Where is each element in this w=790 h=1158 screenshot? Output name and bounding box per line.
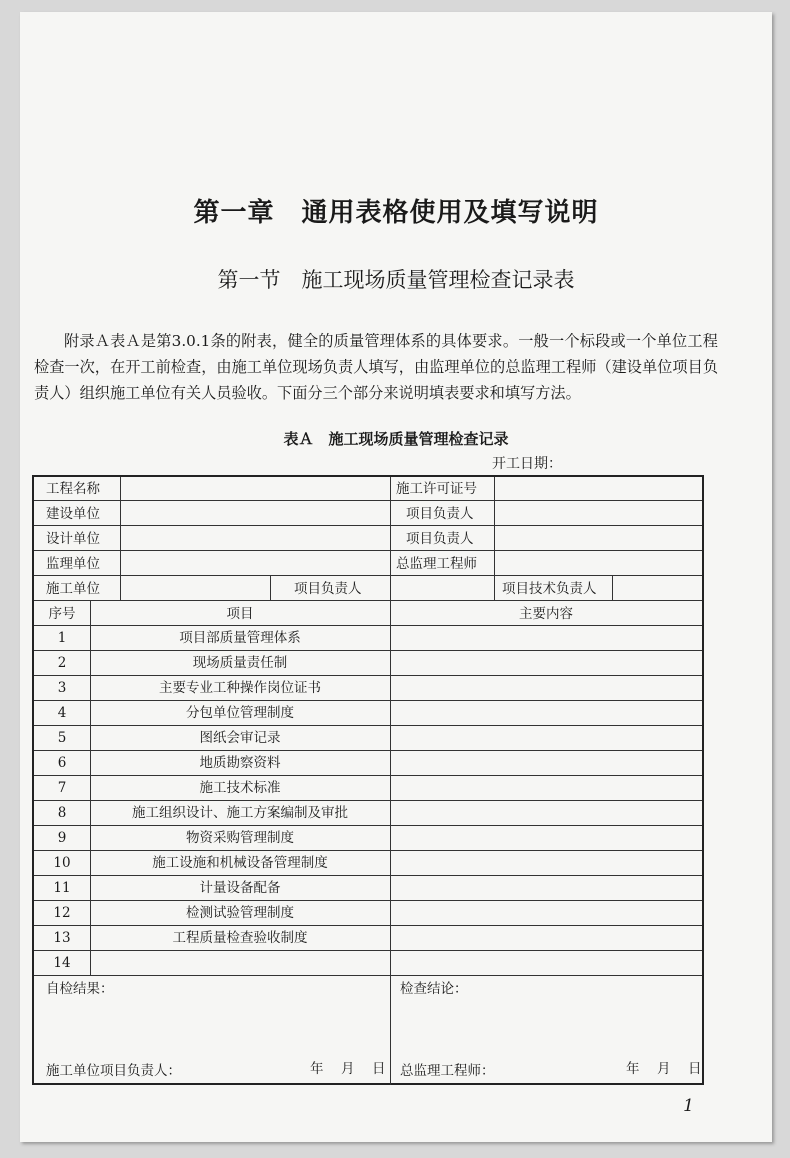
row-number: 4 <box>57 705 67 721</box>
label-construct-pm: 项目负责人 <box>294 581 362 597</box>
row-number: 7 <box>57 780 67 796</box>
label-construct-unit: 施工单位 <box>46 581 100 597</box>
row-item: 项目部质量管理体系 <box>179 630 301 646</box>
row-item: 图纸会审记录 <box>199 730 281 746</box>
column-header-content: 主要内容 <box>519 606 573 622</box>
intro-paragraph: 附录Ａ表Ａ是第3.0.1条的附表，健全的质量管理体系的具体要求。一般一个标段或一个单位工程检查一次，在开工前检查，由施工单位现场负责人填写，由监理单位的总监理工程师（建设单位项目负责人）组织施工单位有关人员验收。下面分三个部分来说明填表要求和填写方法。 <box>34 332 718 402</box>
row-item: 计量设备配备 <box>199 880 281 896</box>
row-item: 现场质量责任制 <box>192 655 288 671</box>
column-header-no: 序号 <box>48 606 76 622</box>
start-date-label: 开工日期： <box>492 456 562 472</box>
row-number: 2 <box>57 655 67 671</box>
page-number: 1 <box>683 1096 694 1116</box>
row-item: 施工设施和机械设备管理制度 <box>152 855 328 871</box>
construct-pm-sign-label: 施工单位项目负责人： <box>46 1063 181 1079</box>
row-number: 9 <box>57 830 67 846</box>
label-design-unit: 设计单位 <box>46 531 100 547</box>
row-number: 11 <box>53 880 71 896</box>
row-item: 施工组织设计、施工方案编制及审批 <box>132 805 348 821</box>
self-check-label: 自检结果： <box>46 981 114 997</box>
row-number: 8 <box>57 805 67 821</box>
row-number: 3 <box>57 680 67 696</box>
chief-sign-label: 总监理工程师： <box>400 1063 495 1079</box>
inspection-table <box>32 475 704 1085</box>
date-left: 年 月 日 <box>310 1061 388 1077</box>
label-tech-pm: 项目技术负责人 <box>502 581 597 597</box>
label-supervise-unit: 监理单位 <box>46 556 100 572</box>
row-number: 6 <box>57 755 67 771</box>
row-number: 1 <box>57 630 67 646</box>
label-chief-supervisor: 总监理工程师 <box>396 556 477 572</box>
row-number: 12 <box>53 905 71 921</box>
label-build-unit: 建设单位 <box>46 506 100 522</box>
row-number: 5 <box>57 730 67 746</box>
row-item: 地质勘察资料 <box>199 755 281 771</box>
table-title: 表Ａ 施工现场质量管理检查记录 <box>283 430 509 448</box>
label-project-name: 工程名称 <box>46 481 100 497</box>
row-item: 检测试验管理制度 <box>186 905 294 921</box>
row-item: 工程质量检查验收制度 <box>172 930 308 946</box>
row-item: 分包单位管理制度 <box>186 705 294 721</box>
chapter-title: 第一章 通用表格使用及填写说明 <box>193 198 599 228</box>
row-number: 13 <box>53 930 71 946</box>
row-item: 主要专业工种操作岗位证书 <box>159 680 321 696</box>
label-permit-no: 施工许可证号 <box>396 481 477 497</box>
label-design-pm: 项目负责人 <box>406 531 474 547</box>
date-right: 年 月 日 <box>626 1061 704 1077</box>
row-item: 物资采购管理制度 <box>186 830 294 846</box>
row-number: 10 <box>53 855 71 871</box>
row-number: 14 <box>53 955 71 971</box>
row-item: 施工技术标准 <box>199 780 281 796</box>
inspect-conclusion-label: 检查结论： <box>400 981 468 997</box>
section-title: 第一节 施工现场质量管理检查记录表 <box>217 268 575 292</box>
column-header-item: 项目 <box>226 606 254 622</box>
book-page <box>20 12 772 1142</box>
label-build-pm: 项目负责人 <box>406 506 474 522</box>
